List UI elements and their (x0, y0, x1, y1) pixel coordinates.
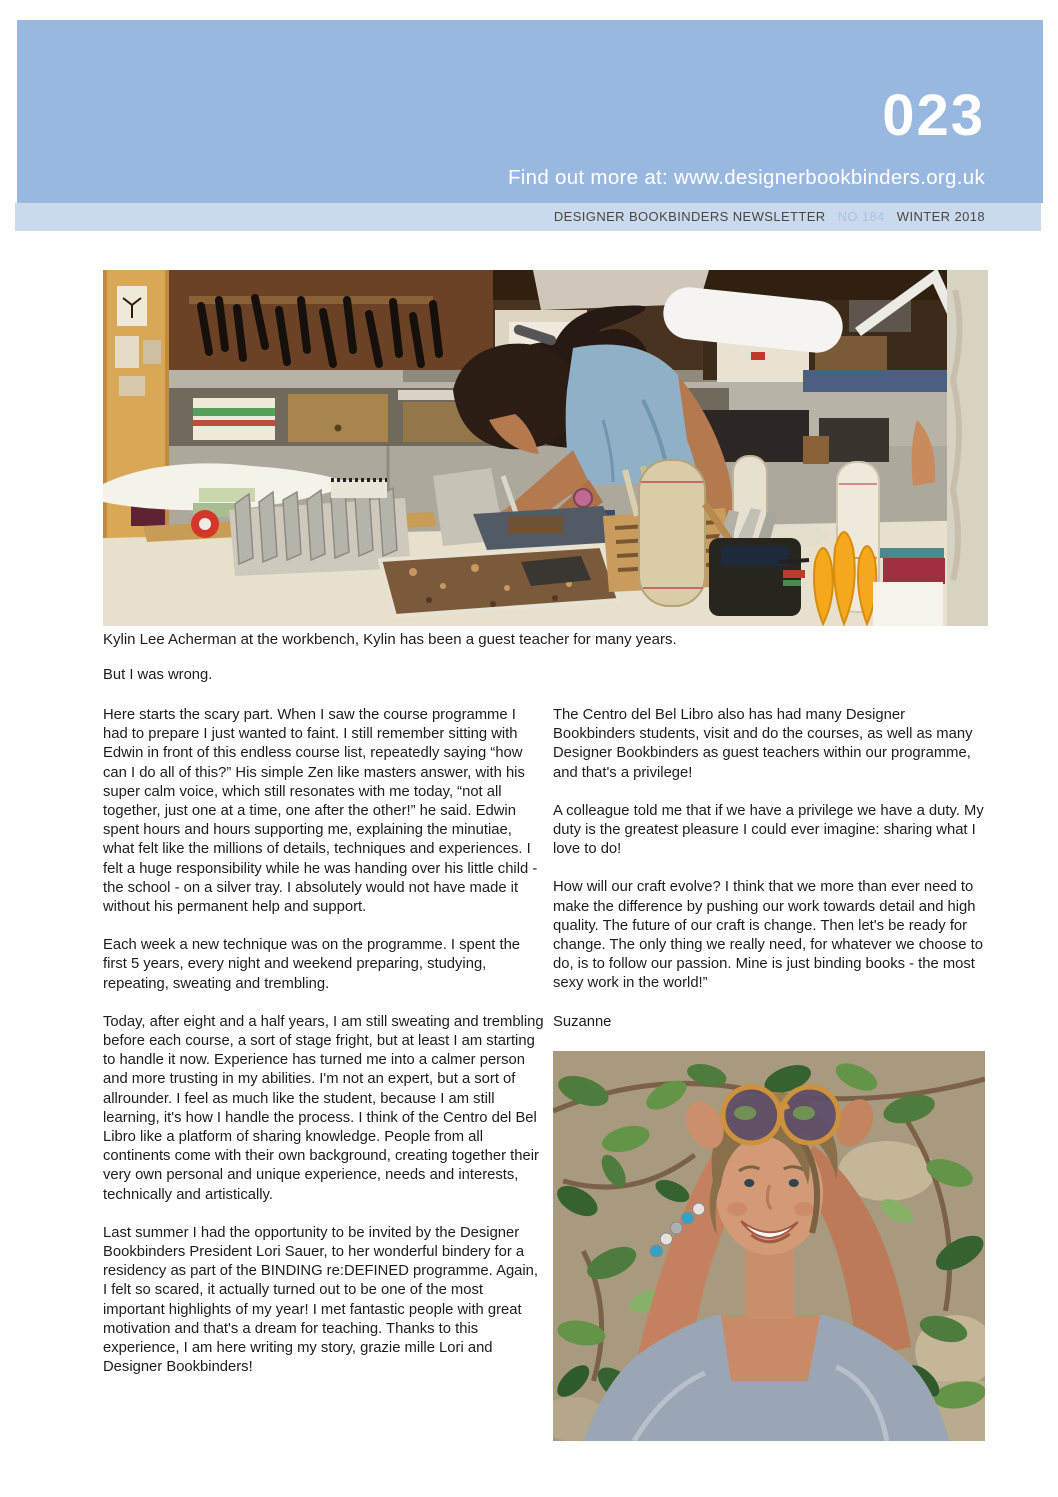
workbench-photo-illustration (103, 270, 988, 626)
issue-number: NO 184 (837, 209, 885, 224)
paragraph-left-1: Here starts the scary part. When I saw the course programme I had to prepare I just wanted to faint. I still remember sitting with Edwin in front of this endless course list, repeatedly saying “how can I do all of this?” His simple Zen like masters answer, with his super calm voice, which still resonates with me today, “not all together, just one at a time, one after the other!” he said. Edwin spent hours and hours supporting me, explaining the minutiae, what felt like the millions of details, techniques and experiences. I felt a huge responsibility while he was handing over his little child - the school - on a silver tray. I absolutely would not have made it without his permanent help and support. (103, 707, 538, 916)
masthead-strip (15, 203, 1041, 231)
issue-season: WINTER 2018 (896, 209, 985, 224)
paragraph-right-1: The Centro del Bel Libro also has had many Designer Bookbinders students, visit and do the courses, as well as many Designer Bookbinders as guest teachers within our programme, and that's a privilege! (553, 707, 973, 781)
photo-caption: Kylin Lee Acherman at the workbench, Kylin has been a guest teacher for many years. (103, 631, 677, 648)
portrait-photo-illustration (553, 1051, 985, 1441)
paragraph-left-2: Each week a new technique was on the programme. I spent the first 5 years, every night and weekend preparing, studying, repeating, sweating and trembling. (103, 937, 521, 992)
signature: Suzanne (553, 1013, 612, 1030)
article-intro: But I was wrong. (103, 667, 213, 683)
newsletter-title: DESIGNER BOOKBINDERS NEWSLETTER (553, 209, 826, 224)
workbench-photo (103, 270, 988, 626)
find-out-more-text: Find out more at: www.designerbookbinders.org.uk (507, 166, 985, 189)
paragraph-left-3: Today, after eight and a half years, I am still sweating and trembling before each course, a sort of stage fright, but at least I am starting to handle it now. Experience has turned me into a calmer person and more trusting in my abilities. I'm not an expert, but a sort of allrounder. I feel as much like the student, because I am still learning, it's how I handle the process. I think of the Centro del Bel Libro like a platform of sharing knowledge. People from all continents come with their own background, creating together their very own personal and unique experience, needs and interests, technically and artistically. (103, 1013, 544, 1203)
paragraph-right-3: How will our craft evolve? I think that we more than ever need to make the difference by pushing our work towards detail and high quality. The future of our craft is change. Then let's be ready for change. The only thing we really need, for whatever we choose to do, is to follow our passion. Mine is just binding books - the most sexy work in the world!” (553, 879, 983, 992)
portrait-photo (553, 1051, 985, 1441)
left-column (103, 706, 544, 1397)
right-column (553, 706, 990, 1441)
header-band (17, 20, 1043, 203)
paragraph-right-2: A colleague told me that if we have a privilege we have a duty. My duty is the greatest pleasure I could ever imagine: sharing what I love to do! (553, 802, 984, 858)
paragraph-left-4: Last summer I had the opportunity to be invited by the Designer Bookbinders President Lori Sauer, to her wonderful bindery for a residency as part of the BINDING re:DEFINED programme. Again, I felt so scared, it actually turned out to be one of the most important highlights of my year! I met fantastic people with great motivation and that's a dream for teaching. Thanks to this experience, I am here writing my story, grazie mille Lori and Designer Bookbinders! (103, 1224, 539, 1376)
page-number: 023 (882, 83, 985, 148)
